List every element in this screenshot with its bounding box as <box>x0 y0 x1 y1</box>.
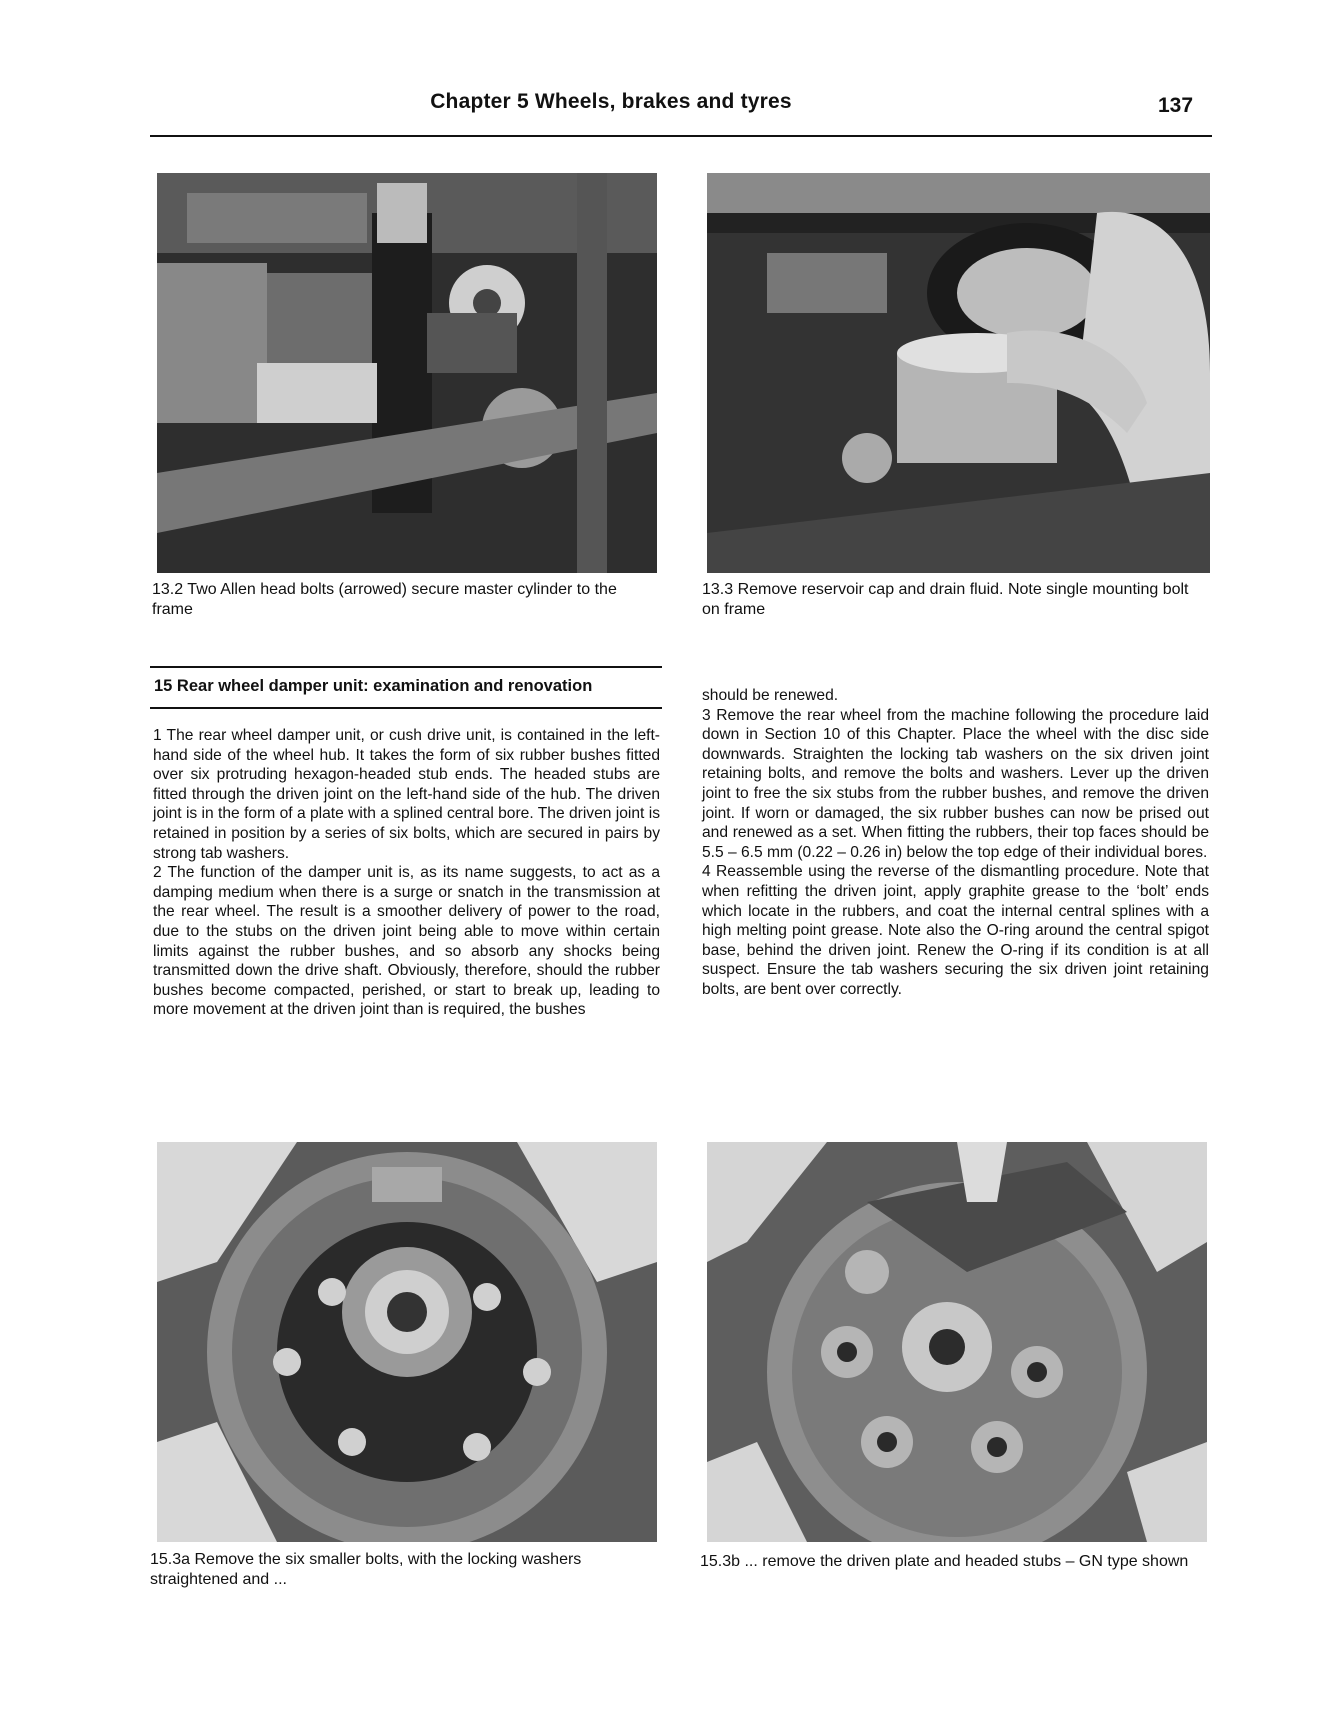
photo-master-cylinder <box>157 173 657 573</box>
section-heading: 15 Rear wheel damper unit: examination and renovation <box>154 677 593 695</box>
caption-13-3: 13.3 Remove reservoir cap and drain fluid. Note single mounting bolt on frame <box>702 581 1189 618</box>
paragraph-4: 4 Reassemble using the reverse of the dismantling procedure. Note that when refitting the driven joint, apply graphite grease to the ‘bolt’ ends which locate in the rubbers, and coat the internal central splines with a high melting point grease. Note also the O-ring around the central spigot base, behind the driven joint. Renew the O-ring if its condition is at all suspect. Ensure the tab washers securing the six driven joint retaining bolts, are bent over correctly. <box>702 863 1209 998</box>
chapter-title: Chapter 5 Wheels, brakes and tyres <box>430 90 792 113</box>
page-number: 137 <box>1158 94 1194 117</box>
text-column-left <box>153 726 660 1020</box>
photo-damper-bolts <box>157 1142 657 1542</box>
paragraph-2: 2 The function of the damper unit is, as its name suggests, to act as a damping medium when there is a surge or snatch in the transmission at the rear wheel. The result is a smoother delivery of power to the road, due to the stubs on the driven joint being able to move within certain limits against the rubber bushes, and so absorb any shocks being transmitted down the drive shaft. Obviously, therefore, should the rubber bushes become compacted, perished, or start to break up, leading to more movement at the driven joint than is required, the bushes <box>153 864 660 1019</box>
caption-15-3b: 15.3b ... remove the driven plate and headed stubs – GN type shown <box>700 1553 1189 1570</box>
photo-reservoir <box>707 173 1210 573</box>
photo-driven-plate <box>707 1142 1207 1542</box>
section-rule-bottom <box>150 707 662 709</box>
caption-15-3a: 15.3a Remove the six smaller bolts, with the locking washers straightened and ... <box>150 1551 582 1588</box>
paragraph-continued: should be renewed. <box>702 687 839 704</box>
paragraph-3: 3 Remove the rear wheel from the machine following the procedure laid down in Section 10 of this Chapter. Place the wheel with the disc side downwards. Straighten the locking tab washers on the six driven joint retaining bolts, and remove the bolts and washers. Lever up the driven joint to free the six stubs from the rubber bushes, and remove the driven joint. If worn or damaged, the six rubber bushes can now be prised out and renewed as a set. When fitting the rubbers, their top faces should be 5.5 – 6.5 mm (0.22 – 0.26 in) below the top edge of their individual bores. <box>702 706 1209 861</box>
text-column-right <box>702 686 1209 1000</box>
section-rule-top <box>150 666 662 668</box>
header-rule <box>150 135 1212 137</box>
caption-13-2: 13.2 Two Allen head bolts (arrowed) secure master cylinder to the frame <box>152 581 617 618</box>
paragraph-1: 1 The rear wheel damper unit, or cush drive unit, is contained in the left-hand side of the wheel hub. It takes the form of six rubber bushes fitted over six protruding hexagon-headed stub ends. The headed stubs are fitted through the driven joint on the left-hand side of the hub. The driven joint is in the form of a plate with a splined central bore. The driven joint is retained in position by a series of six bolts, which are secured in pairs by strong tab washers. <box>153 727 660 862</box>
